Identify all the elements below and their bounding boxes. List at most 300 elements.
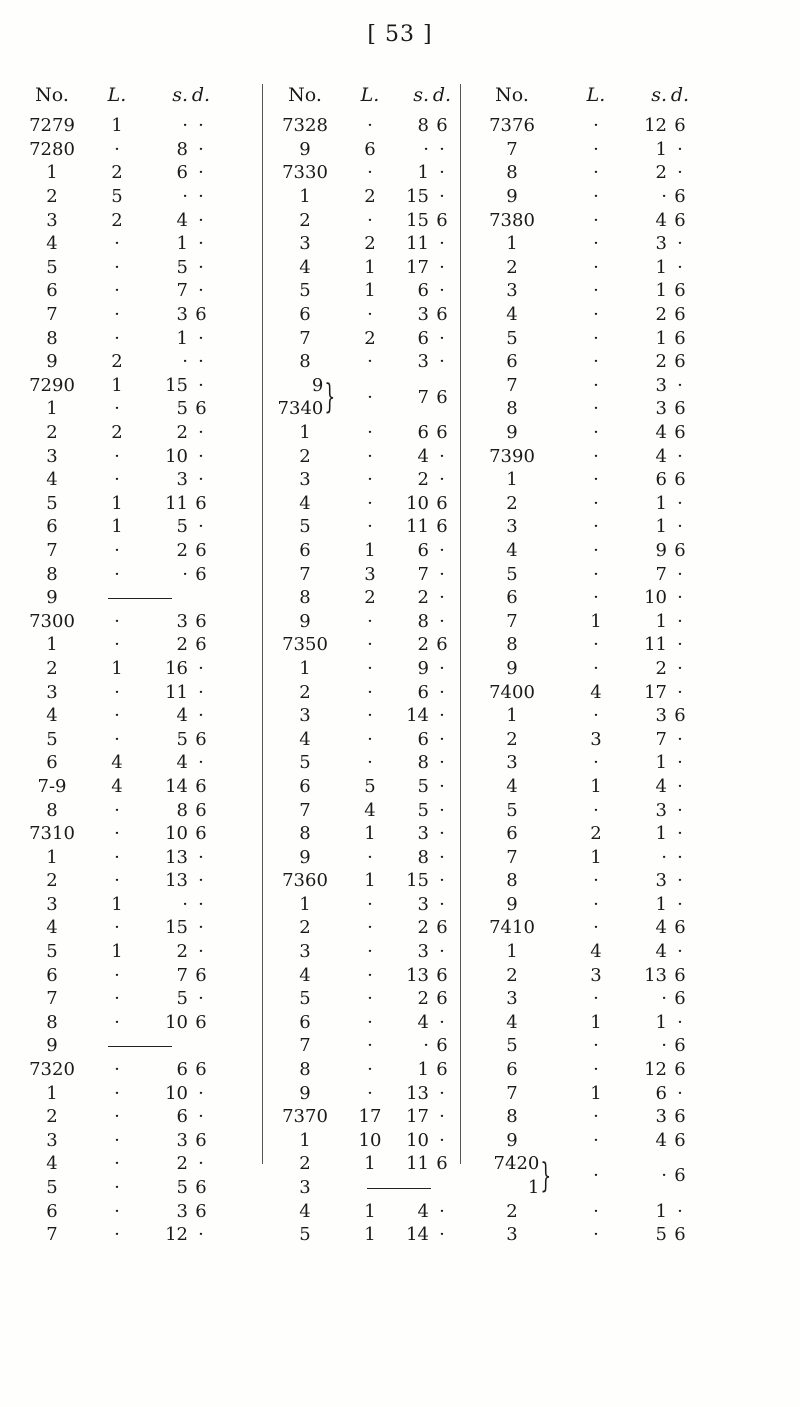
amount-d: · xyxy=(198,941,204,963)
amount-s: 11 xyxy=(406,516,429,538)
amount-d: · xyxy=(677,870,683,892)
ledger-row xyxy=(461,704,701,728)
amount-d: · xyxy=(439,327,445,349)
amount-d: · xyxy=(198,327,204,349)
entry-number: 7290 xyxy=(29,374,75,396)
amount-l: · xyxy=(593,1224,599,1246)
entry-number: 1 xyxy=(506,705,518,727)
amount-d: · xyxy=(439,728,445,750)
header-l: L. xyxy=(360,84,380,106)
ledger-row xyxy=(461,114,701,138)
amount-d: · xyxy=(439,1129,445,1151)
amount-d: · xyxy=(677,162,683,184)
amount-l: · xyxy=(114,398,120,420)
entry-number: 8 xyxy=(46,563,58,585)
entry-number: 6 xyxy=(506,351,518,373)
amount-d: 6 xyxy=(195,634,207,656)
page-number: [ 53 ] xyxy=(367,22,433,47)
amount-s: 10 xyxy=(165,823,188,845)
amount-d: · xyxy=(439,846,445,868)
amount-d: · xyxy=(439,563,445,585)
entry-number: 7 xyxy=(506,1082,518,1104)
amount-d: · xyxy=(198,1153,204,1175)
amount-l: · xyxy=(593,893,599,915)
entry-number: 6 xyxy=(46,1200,58,1222)
ledger-row xyxy=(461,562,701,586)
amount-s: 5 xyxy=(417,799,429,821)
amount-s: 4 xyxy=(176,705,188,727)
amount-s: 1 xyxy=(655,823,667,845)
entry-number: 4 xyxy=(46,233,58,255)
ledger-row xyxy=(22,1034,262,1058)
ledger-row xyxy=(461,539,701,563)
amount-s: 4 xyxy=(655,445,667,467)
amount-l: · xyxy=(367,964,373,986)
ledger-row xyxy=(461,444,701,468)
ledger-row xyxy=(22,208,262,232)
amount-s: 2 xyxy=(417,988,429,1010)
amount-s: 15 xyxy=(165,374,188,396)
ledger-row xyxy=(22,751,262,775)
amount-d: · xyxy=(198,256,204,278)
ledger-row xyxy=(263,208,461,232)
amount-s: 12 xyxy=(165,1224,188,1246)
entry-number: 3 xyxy=(299,1177,311,1199)
amount-l: · xyxy=(114,256,120,278)
ledger-row xyxy=(263,492,461,516)
ledger-row xyxy=(22,562,262,586)
header-s: s. xyxy=(172,84,188,106)
ledger-row xyxy=(22,657,262,681)
entry-number: 8 xyxy=(46,799,58,821)
entry-number: 9 xyxy=(506,186,518,208)
ledger-row xyxy=(461,515,701,539)
amount-l: · xyxy=(593,988,599,1010)
amount-d: · xyxy=(198,516,204,538)
ledger-row xyxy=(461,727,701,751)
amount-l: 2 xyxy=(111,422,123,444)
entry-number: 7328 xyxy=(282,115,328,137)
entry-number: 2 xyxy=(46,422,58,444)
ledger-row xyxy=(263,421,461,445)
amount-d: · xyxy=(198,422,204,444)
ledger-row xyxy=(22,326,262,350)
amount-s: 8 xyxy=(417,115,429,137)
ledger-row xyxy=(461,161,701,185)
ledger-row xyxy=(461,633,701,657)
amount-d: · xyxy=(439,681,445,703)
header-s: s. xyxy=(413,84,429,106)
rows-col2-top xyxy=(263,114,461,374)
ledger-row xyxy=(461,586,701,610)
amount-l: · xyxy=(593,398,599,420)
amount-d: 6 xyxy=(674,422,686,444)
amount-d: · xyxy=(677,728,683,750)
ledger-row xyxy=(263,326,461,350)
entry-number: 7360 xyxy=(282,870,328,892)
ledger-row xyxy=(22,256,262,280)
entry-number: 2 xyxy=(299,917,311,939)
amount-d: · xyxy=(198,351,204,373)
amount-d: 6 xyxy=(195,775,207,797)
amount-s: 4 xyxy=(417,445,429,467)
amount-d: · xyxy=(439,941,445,963)
entry-number: 7330 xyxy=(282,162,328,184)
amount-s: 3 xyxy=(655,398,667,420)
amount-s: 2 xyxy=(176,539,188,561)
amount-d: 6 xyxy=(674,1106,686,1128)
amount-s: 9 xyxy=(417,657,429,679)
amount-s: 1 xyxy=(655,492,667,514)
merged-d: 6 xyxy=(436,386,448,408)
entry-number: 6 xyxy=(299,1011,311,1033)
amount-l: · xyxy=(114,304,120,326)
amount-s: · xyxy=(661,846,667,868)
entry-number: 7 xyxy=(46,304,58,326)
amount-l: 2 xyxy=(111,209,123,231)
amount-s: 10 xyxy=(644,587,667,609)
amount-s: 1 xyxy=(176,233,188,255)
amount-d: · xyxy=(677,563,683,585)
amount-l: · xyxy=(593,209,599,231)
amount-d: · xyxy=(677,823,683,845)
ledger-row xyxy=(22,586,262,610)
amount-d: · xyxy=(677,233,683,255)
amount-l: · xyxy=(367,351,373,373)
amount-l: · xyxy=(593,539,599,561)
amount-s: · xyxy=(182,115,188,137)
amount-s: 2 xyxy=(655,304,667,326)
ledger-row xyxy=(22,869,262,893)
amount-d: 6 xyxy=(195,1177,207,1199)
amount-l: · xyxy=(114,799,120,821)
amount-l: 2 xyxy=(590,823,602,845)
entry-number: 7300 xyxy=(29,610,75,632)
amount-l: · xyxy=(593,634,599,656)
amount-d: · xyxy=(677,516,683,538)
amount-s: 11 xyxy=(406,233,429,255)
ledger-row xyxy=(461,798,701,822)
entry-number: 3 xyxy=(506,1224,518,1246)
ledger-row xyxy=(263,775,461,799)
amount-l: 4 xyxy=(111,752,123,774)
merged-entry-numbers xyxy=(269,374,341,421)
amount-l: · xyxy=(593,280,599,302)
amount-d: · xyxy=(677,445,683,467)
amount-d: 6 xyxy=(195,1129,207,1151)
ledger-row xyxy=(263,657,461,681)
amount-d: 6 xyxy=(195,1059,207,1081)
amount-d: · xyxy=(198,1224,204,1246)
header-s: s. xyxy=(651,84,667,106)
entry-number: 2 xyxy=(506,256,518,278)
amount-s: 10 xyxy=(406,1129,429,1151)
amount-l: · xyxy=(593,657,599,679)
amount-l: · xyxy=(367,469,373,491)
entry-number: 7350 xyxy=(282,634,328,656)
ledger-row xyxy=(22,987,262,1011)
amount-s: 8 xyxy=(417,752,429,774)
amount-s: 5 xyxy=(655,1224,667,1246)
amount-d: 6 xyxy=(674,115,686,137)
rows-col3-top xyxy=(461,114,701,1152)
entry-number: 4 xyxy=(46,917,58,939)
amount-d: · xyxy=(677,799,683,821)
amount-s: 4 xyxy=(176,209,188,231)
ledger-row xyxy=(461,609,701,633)
header-l: L. xyxy=(586,84,606,106)
amount-l: 1 xyxy=(364,280,376,302)
amount-d: 6 xyxy=(674,280,686,302)
entry-number: 7 xyxy=(299,563,311,585)
amount-s: 5 xyxy=(176,516,188,538)
ledger-row xyxy=(461,374,701,398)
ledger-row xyxy=(263,303,461,327)
entry-number: 9 xyxy=(299,610,311,632)
entry-number: 8 xyxy=(46,327,58,349)
ledger-row xyxy=(461,185,701,209)
amount-d: · xyxy=(198,752,204,774)
amount-s: · xyxy=(423,138,429,160)
ledger-row xyxy=(263,1105,461,1129)
amount-s: 2 xyxy=(417,587,429,609)
entry-number: 9 xyxy=(299,138,311,160)
entry-number: 5 xyxy=(299,1224,311,1246)
amount-d: 6 xyxy=(436,1153,448,1175)
amount-l: · xyxy=(367,162,373,184)
amount-l: 1 xyxy=(111,657,123,679)
ledger-row xyxy=(263,1011,461,1035)
amount-d: · xyxy=(439,1106,445,1128)
amount-d: · xyxy=(198,162,204,184)
entry-number: 5 xyxy=(299,280,311,302)
amount-s: · xyxy=(182,351,188,373)
amount-d: · xyxy=(677,752,683,774)
entry-number: 5 xyxy=(506,563,518,585)
amount-s: 7 xyxy=(176,964,188,986)
ledger-row xyxy=(22,940,262,964)
blank-amount-dash xyxy=(341,1177,455,1198)
amount-l: 1 xyxy=(364,823,376,845)
amount-d: 6 xyxy=(674,988,686,1010)
amount-l: · xyxy=(114,681,120,703)
amount-s: 6 xyxy=(176,1106,188,1128)
ledger-row xyxy=(263,1081,461,1105)
amount-s: 3 xyxy=(176,304,188,326)
amount-l: · xyxy=(114,964,120,986)
amount-l: 1 xyxy=(590,1082,602,1104)
ledger-row xyxy=(461,775,701,799)
ledger-row xyxy=(461,845,701,869)
amount-d: · xyxy=(439,610,445,632)
amount-l: · xyxy=(367,705,373,727)
amount-s: 6 xyxy=(655,1082,667,1104)
amount-l: · xyxy=(114,1153,120,1175)
amount-d: 6 xyxy=(195,728,207,750)
ledger-row xyxy=(22,633,262,657)
amount-d: · xyxy=(677,846,683,868)
amount-l: 3 xyxy=(590,964,602,986)
ledger-row xyxy=(263,633,461,657)
entry-number: 5 xyxy=(46,728,58,750)
entry-number: 6 xyxy=(299,539,311,561)
amount-s: 7 xyxy=(655,563,667,585)
amount-d: · xyxy=(198,1106,204,1128)
amount-s: 3 xyxy=(655,870,667,892)
amount-d: 6 xyxy=(674,705,686,727)
amount-s: 3 xyxy=(417,351,429,373)
ledger-row xyxy=(263,185,461,209)
amount-d: 6 xyxy=(674,469,686,491)
merged-no-a: 9 xyxy=(311,374,324,396)
entry-number: 5 xyxy=(506,327,518,349)
amount-l: · xyxy=(114,1106,120,1128)
ledger-row xyxy=(263,798,461,822)
merged-no-b: 7340 xyxy=(277,398,324,420)
ledger-row xyxy=(22,1223,262,1247)
amount-d: 6 xyxy=(674,1059,686,1081)
amount-s: · xyxy=(182,893,188,915)
amount-d: 6 xyxy=(674,209,686,231)
amount-l: · xyxy=(593,799,599,821)
entry-number: 7 xyxy=(46,539,58,561)
entry-number: 3 xyxy=(506,752,518,774)
ledger-row xyxy=(22,138,262,162)
ledger-row xyxy=(263,350,461,374)
amount-l: 1 xyxy=(364,870,376,892)
ledger-row xyxy=(22,397,262,421)
amount-s: 13 xyxy=(644,964,667,986)
ledger-row xyxy=(263,751,461,775)
ledger-row xyxy=(263,845,461,869)
amount-s: 2 xyxy=(176,634,188,656)
ledger-row xyxy=(22,609,262,633)
amount-s: 3 xyxy=(176,1200,188,1222)
amount-s: · xyxy=(182,563,188,585)
amount-s: 1 xyxy=(655,516,667,538)
amount-l: · xyxy=(593,1200,599,1222)
amount-l: · xyxy=(593,445,599,467)
amount-l: · xyxy=(593,374,599,396)
amount-d: · xyxy=(198,846,204,868)
entry-number: 3 xyxy=(46,681,58,703)
ledger-row xyxy=(461,397,701,421)
amount-l: 2 xyxy=(364,233,376,255)
amount-d: 6 xyxy=(674,964,686,986)
entry-number: 7380 xyxy=(489,209,535,231)
amount-d: 6 xyxy=(436,422,448,444)
ledger-row xyxy=(22,916,262,940)
amount-l: 6 xyxy=(364,138,376,160)
amount-d: 6 xyxy=(195,1011,207,1033)
ledger-row xyxy=(461,1129,701,1153)
entry-number: 7 xyxy=(506,374,518,396)
ledger-row xyxy=(22,1058,262,1082)
amount-d: 6 xyxy=(195,304,207,326)
entry-number: 8 xyxy=(46,1011,58,1033)
amount-d: · xyxy=(198,1082,204,1104)
amount-d: 6 xyxy=(674,1224,686,1246)
ledger-row xyxy=(461,1034,701,1058)
entry-number: 2 xyxy=(299,209,311,231)
entry-number: 7280 xyxy=(29,138,75,160)
entry-number: 8 xyxy=(506,398,518,420)
dash-rule xyxy=(367,1188,431,1189)
amount-l: · xyxy=(114,327,120,349)
entry-number: 4 xyxy=(46,705,58,727)
column-header xyxy=(263,84,461,114)
amount-s: 1 xyxy=(417,1059,429,1081)
header-d: d. xyxy=(191,84,211,106)
amount-l: 1 xyxy=(590,775,602,797)
ledger-row xyxy=(263,609,461,633)
entry-number: 3 xyxy=(506,516,518,538)
amount-d: 6 xyxy=(436,516,448,538)
ledger-row xyxy=(22,1199,262,1223)
ledger-row xyxy=(263,562,461,586)
ledger-row xyxy=(461,869,701,893)
entry-number: 9 xyxy=(299,1082,311,1104)
entry-number: 6 xyxy=(46,280,58,302)
amount-l: 1 xyxy=(590,610,602,632)
ledger-row xyxy=(22,963,262,987)
entry-number: 5 xyxy=(46,492,58,514)
amount-d: · xyxy=(198,115,204,137)
amount-d: · xyxy=(198,186,204,208)
amount-d: · xyxy=(677,1082,683,1104)
amount-s: 5 xyxy=(176,728,188,750)
amount-d: · xyxy=(439,1082,445,1104)
entry-number: 8 xyxy=(506,634,518,656)
amount-l: 1 xyxy=(111,941,123,963)
ledger-row xyxy=(461,987,701,1011)
amount-s: 3 xyxy=(417,823,429,845)
amount-s: 6 xyxy=(655,469,667,491)
amount-d: · xyxy=(677,374,683,396)
ledger-row xyxy=(263,232,461,256)
header-d: d. xyxy=(670,84,690,106)
amount-d: 6 xyxy=(436,988,448,1010)
amount-s: 15 xyxy=(406,186,429,208)
amount-s: 3 xyxy=(176,1129,188,1151)
amount-l: 4 xyxy=(111,775,123,797)
amount-l: · xyxy=(593,304,599,326)
amount-s: 4 xyxy=(417,1200,429,1222)
amount-l: · xyxy=(114,1129,120,1151)
ledger-row xyxy=(461,492,701,516)
entry-number: 4 xyxy=(299,728,311,750)
ledger-row xyxy=(263,114,461,138)
ledger-row xyxy=(22,539,262,563)
amount-s: 4 xyxy=(655,941,667,963)
amount-d: 6 xyxy=(195,492,207,514)
merged-entry-numbers xyxy=(467,1152,557,1199)
amount-l: · xyxy=(367,1011,373,1033)
amount-l: · xyxy=(367,422,373,444)
amount-l: · xyxy=(593,752,599,774)
amount-d: · xyxy=(439,587,445,609)
ledger-row xyxy=(263,468,461,492)
amount-s: 3 xyxy=(417,941,429,963)
amount-s: 2 xyxy=(176,422,188,444)
amount-d: · xyxy=(439,1011,445,1033)
amount-s: 4 xyxy=(655,1129,667,1151)
amount-l: 2 xyxy=(364,186,376,208)
entry-number: 4 xyxy=(299,964,311,986)
amount-l: · xyxy=(367,681,373,703)
amount-s: 6 xyxy=(417,422,429,444)
entry-number: 1 xyxy=(506,469,518,491)
